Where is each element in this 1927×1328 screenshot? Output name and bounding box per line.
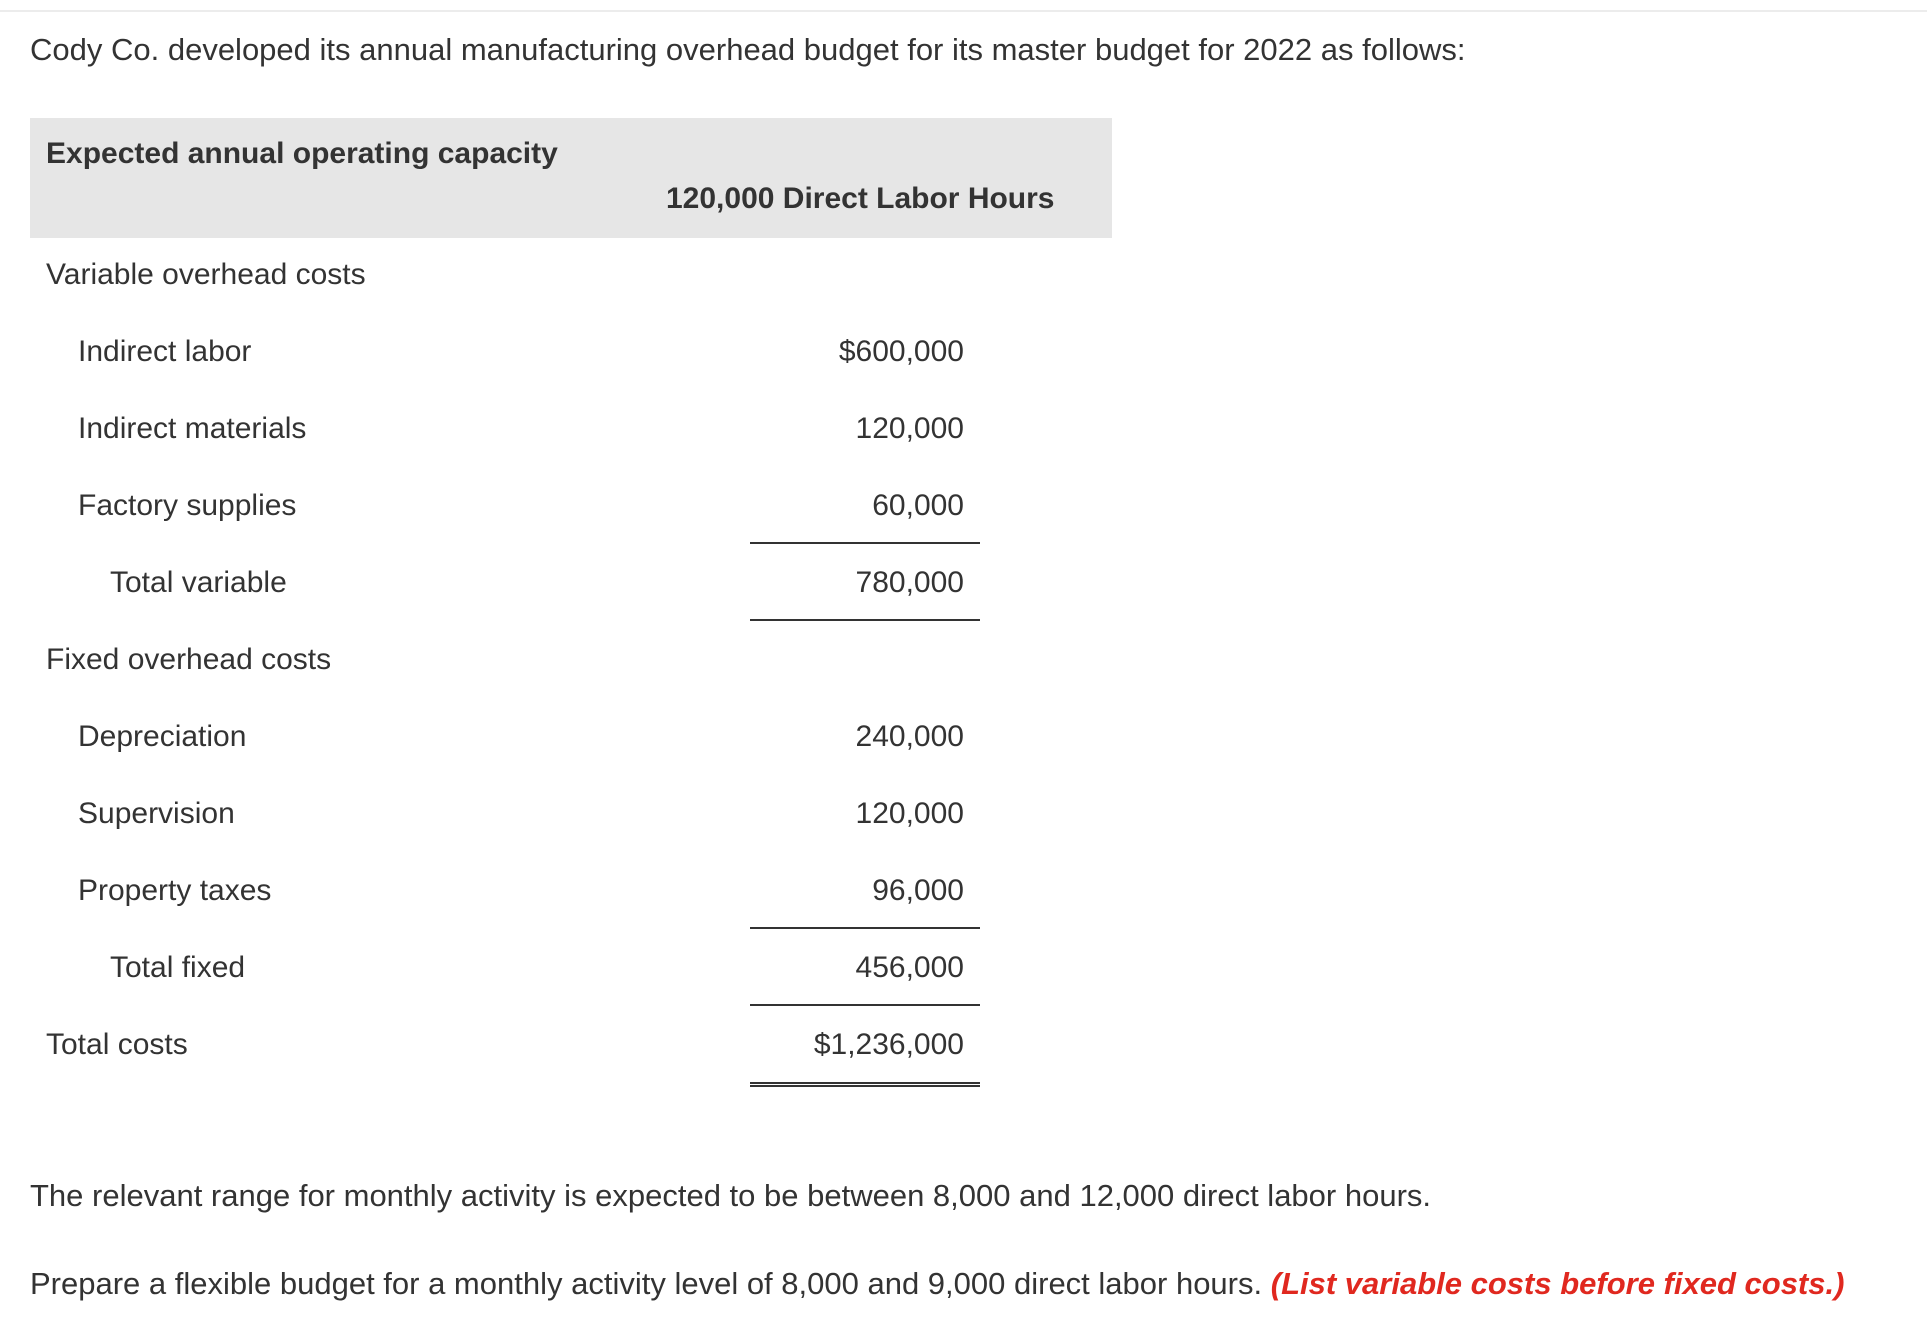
table-row-subtotal xyxy=(30,931,1112,1008)
row-value: 456,000 xyxy=(855,951,964,984)
double-underline-rule xyxy=(750,1082,980,1087)
underline-rule xyxy=(750,542,980,544)
row-value: 120,000 xyxy=(855,797,964,830)
table-row xyxy=(30,623,1112,700)
table-row xyxy=(30,238,1112,315)
row-value: 60,000 xyxy=(872,489,964,522)
table-row xyxy=(30,315,1112,392)
row-label: Fixed overhead costs xyxy=(46,643,332,676)
row-value: $1,236,000 xyxy=(813,1028,964,1061)
header-capacity-label: Expected annual operating capacity xyxy=(46,137,558,170)
row-label: Supervision xyxy=(78,797,235,830)
table-row xyxy=(30,777,1112,854)
top-divider xyxy=(0,10,1927,12)
row-label: Property taxes xyxy=(78,874,272,907)
table-row-subtotal xyxy=(30,546,1112,623)
instruction-main: Prepare a flexible budget for a monthly activity level of 8,000 and 9,000 direct labor hours. xyxy=(30,1266,1263,1301)
table-row-total xyxy=(30,1008,1112,1085)
row-value: $600,000 xyxy=(838,335,964,368)
table-row xyxy=(30,469,1112,546)
underline-rule xyxy=(750,619,980,621)
table-row xyxy=(30,700,1112,777)
row-value: 240,000 xyxy=(855,720,964,753)
underline-rule xyxy=(750,927,980,929)
instruction-text xyxy=(30,1266,1844,1302)
row-label: Total costs xyxy=(46,1028,188,1061)
instruction-note: (List variable costs before fixed costs.) xyxy=(1270,1266,1845,1301)
row-value: 780,000 xyxy=(855,566,964,599)
row-value: 120,000 xyxy=(855,412,964,445)
row-label: Factory supplies xyxy=(78,489,297,522)
row-label: Total variable xyxy=(110,566,287,599)
overhead-budget-table xyxy=(30,118,1112,1085)
intro-text: Cody Co. developed its annual manufacturing overhead budget for its master budget for 2022 as follows: xyxy=(30,32,1466,67)
table-header xyxy=(30,118,1112,238)
row-label: Variable overhead costs xyxy=(46,258,366,291)
header-capacity-value: 120,000 Direct Labor Hours xyxy=(666,182,1055,215)
table-row xyxy=(30,392,1112,469)
underline-rule xyxy=(750,1004,980,1006)
relevant-range-text: The relevant range for monthly activity is expected to be between 8,000 and 12,000 direct labor hours. xyxy=(30,1178,1432,1213)
row-label: Indirect labor xyxy=(78,335,252,368)
row-label: Total fixed xyxy=(110,951,246,984)
row-value: 96,000 xyxy=(872,874,964,907)
table-row xyxy=(30,854,1112,931)
row-label: Depreciation xyxy=(78,720,247,753)
row-label: Indirect materials xyxy=(78,412,307,445)
